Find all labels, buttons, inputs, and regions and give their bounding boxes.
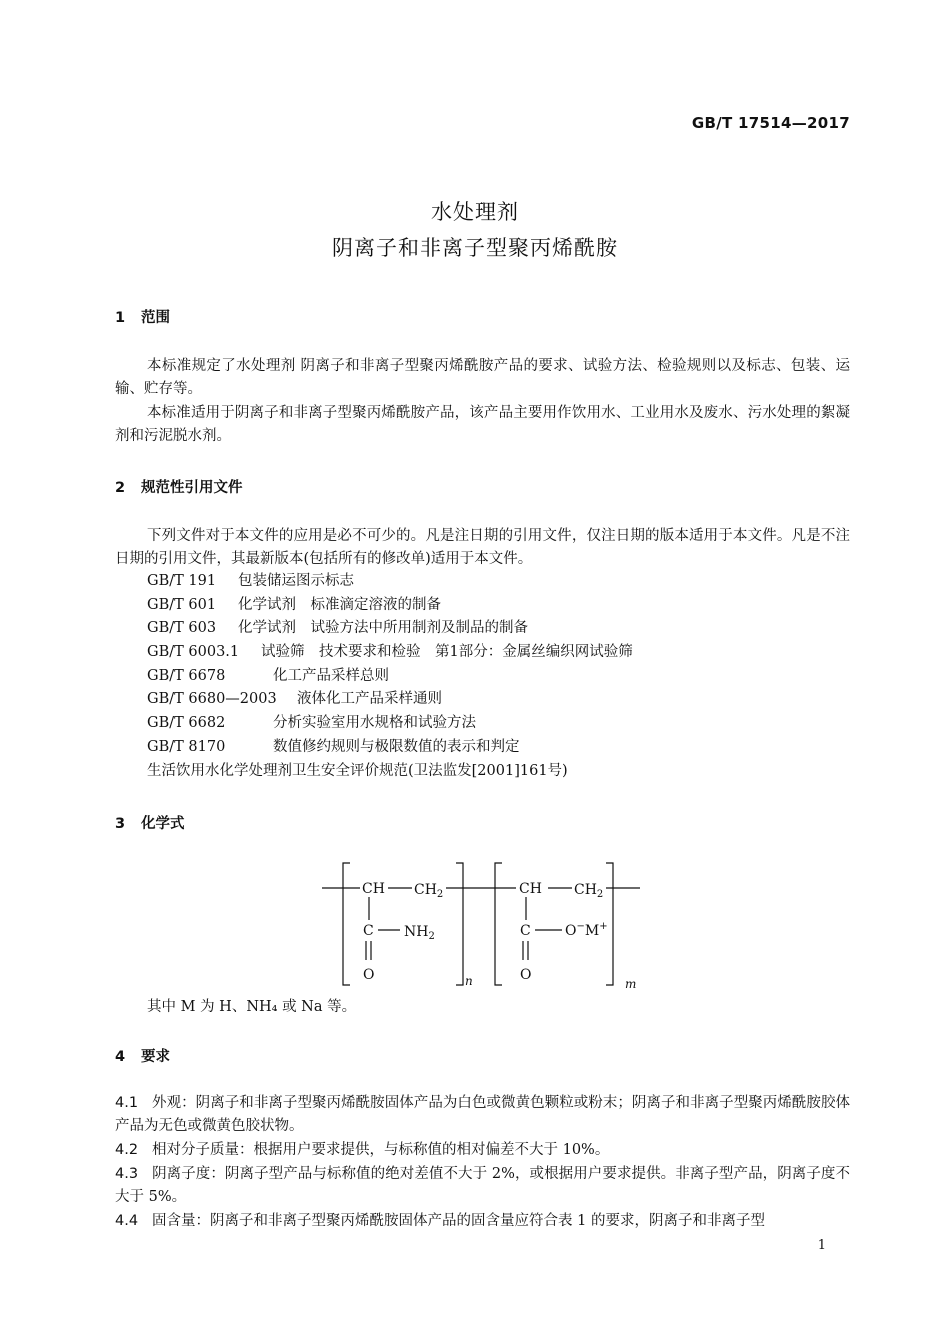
- document-title-line2: 阴离子和非离子型聚丙烯酰胺: [332, 236, 618, 260]
- reference-item: [147, 641, 633, 664]
- requirement-item: [115, 1163, 850, 1209]
- reference-title: 化学试剂 试验方法中所用制剂及制品的制备: [238, 620, 528, 636]
- formula-ch2: $CH_2$: [414, 882, 444, 900]
- formula-m: m: [625, 977, 637, 991]
- formula-note: 其中 M 为 H、NH₄ 或 Na 等。: [147, 999, 357, 1015]
- reference-item: [147, 760, 568, 783]
- requirement-item: [115, 1092, 850, 1138]
- section-2-heading: [115, 476, 243, 497]
- reference-item: [147, 712, 476, 735]
- reference-item: [147, 665, 389, 688]
- clause-text: 阴离子度：阴离子型产品与标称值的绝对差值不大于 2%，或根据用户要求提供。非离子型产品，阴离子度不大于 5%。: [115, 1166, 850, 1205]
- reference-item: [147, 617, 528, 640]
- section-title: 规范性引用文件: [141, 480, 243, 496]
- reference-item: [147, 736, 520, 759]
- section-number: 4: [115, 1049, 126, 1065]
- requirement-item: [115, 1210, 850, 1233]
- reference-code: GB/T 6680—2003: [147, 691, 277, 707]
- clause-text: 相对分子质量：根据用户要求提供，与标称值的相对偏差不大于 10%。: [152, 1142, 610, 1158]
- clause-text: 外观：阴离子和非离子型聚丙烯酰胺固体产品为白色或微黄色颗粒或粉末；阴离子和非离子型聚丙烯酰胺胶体产品为无色或微黄色胶状物。: [115, 1095, 850, 1134]
- section-title: 要求: [141, 1049, 170, 1065]
- reference-title: 化学试剂 标准滴定溶液的制备: [238, 597, 441, 613]
- section-number: 2: [115, 480, 126, 496]
- reference-code: GB/T 8170: [147, 739, 226, 755]
- clause-number: 4.1: [115, 1095, 139, 1111]
- reference-item: [147, 594, 441, 617]
- formula-o: O: [363, 967, 375, 983]
- reference-code: GB/T 6678: [147, 668, 226, 684]
- chemical-structure: [0, 855, 950, 995]
- clause-number: 4.4: [115, 1213, 139, 1229]
- formula-ch: CH: [362, 881, 385, 897]
- section-number: 3: [115, 816, 126, 832]
- formula-c-2: C: [520, 923, 531, 939]
- standard-number: GB/T 17514—2017: [691, 114, 850, 132]
- clause-number: 4.2: [115, 1142, 139, 1158]
- formula-o-minus: O−M+: [565, 921, 608, 939]
- reference-item: [147, 570, 354, 593]
- section-4-heading: [115, 1045, 170, 1066]
- reference-title: 化工产品采样总则: [273, 668, 389, 684]
- section-number: 1: [115, 310, 126, 326]
- reference-title: 分析实验室用水规格和试验方法: [273, 715, 476, 731]
- formula-ch2-2: $CH_2$: [574, 882, 604, 900]
- formula-nh2: $NH_2$: [404, 924, 435, 942]
- section-1-heading: [115, 306, 170, 327]
- clause-number: 4.3: [115, 1166, 139, 1182]
- reference-title: 试验筛 技术要求和检验 第1部分：金属丝编织网试验筛: [261, 644, 633, 660]
- reference-code: GB/T 6003.1: [147, 644, 240, 660]
- reference-title: 液体化工产品采样通则: [297, 691, 442, 707]
- formula-o-2: O: [520, 967, 532, 983]
- reference-title: 生活饮用水化学处理剂卫生安全评价规范(卫法监发[2001]161号): [147, 763, 568, 779]
- requirement-item: [115, 1139, 850, 1162]
- formula-c: C: [363, 923, 374, 939]
- reference-title: 包装储运图示标志: [238, 573, 354, 589]
- reference-code: GB/T 191: [147, 573, 217, 589]
- formula-n: n: [465, 974, 473, 988]
- section-title: 范围: [141, 310, 170, 326]
- reference-item: [147, 688, 442, 711]
- document-title-line1: 水处理剂: [431, 200, 519, 224]
- clause-text: 固含量：阴离子和非离子型聚丙烯酰胺固体产品的固含量应符合表 1 的要求，阴离子和非离子型: [152, 1213, 765, 1229]
- formula-ch-2: CH: [519, 881, 542, 897]
- section-3-heading: [115, 812, 185, 833]
- section-1-paragraph-2: 本标准适用于阴离子和非离子型聚丙烯酰胺产品，该产品主要用作饮用水、工业用水及废水、污水处理的絮凝剂和污泥脱水剂。: [115, 405, 850, 444]
- page-number: 1: [817, 1238, 826, 1253]
- reference-code: GB/T 603: [147, 620, 217, 636]
- reference-code: GB/T 6682: [147, 715, 226, 731]
- section-1-paragraph-1: 本标准规定了水处理剂 阴离子和非离子型聚丙烯酰胺产品的要求、试验方法、检验规则以及标志、包装、运输、贮存等。: [115, 358, 850, 397]
- reference-code: GB/T 601: [147, 597, 217, 613]
- section-title: 化学式: [141, 816, 185, 832]
- reference-title: 数值修约规则与极限数值的表示和判定: [273, 739, 520, 755]
- section-2-paragraph: 下列文件对于本文件的应用是必不可少的。凡是注日期的引用文件，仅注日期的版本适用于本文件。凡是不注日期的引用文件，其最新版本(包括所有的修改单)适用于本文件。: [115, 528, 850, 567]
